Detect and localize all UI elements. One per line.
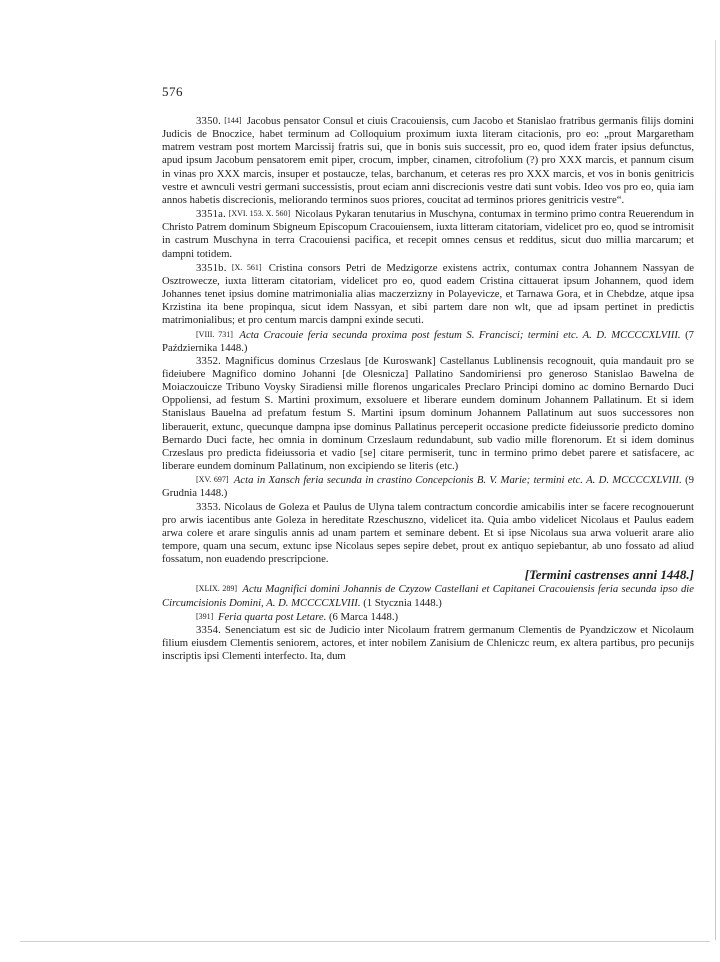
page-edge-right: [715, 40, 716, 940]
note-date: (1 Stycznia 1448.): [363, 596, 442, 609]
entry-text: Magnificus dominus Crzeslaus [de Kuroswank] Castellanus Lublinensis recognouit, quia mandauit pro se fideiubere Magnifico domino Johanni [de Olesnicza] Pallatino Sandomiriensi pro generoso Stanislao Bawelna de Moiaczouicze Tribuno Voysky Siradiensi mille florenos ungaricales Preclaro Principi domino ac domino Bernardo Duci Oppoliensi, ad festum S. Martini proximum, exsoluere et liberare eundem dominum Johannem Pallatinum. Et si idem Stanislaus Bauelna ad prefatum festum S. Martini ipsum dominum Johannem Pallatinum aut suos successores non liberauerit, extunc, quecunque dampna ipse dominus Pallatinus perceperit occasione predicte fideiussorie predicto domino Bernardo Duci facte, hec omnia in dominum Crzeslaum redundabunt, sub vadio mille florenorum. Et si idem dominus Crzeslaus pro predicta fideiussoria et vadio [se] citare permiserit, tunc in termino primo debet parere et satisfacere, ac liberare eundem dominum Pallatinum, non excipiendo se literis (etc.): [162, 354, 694, 473]
note-ref: [391]: [196, 611, 214, 621]
note-text: Actu Magnifici domini Johannis de Czyzow Castellani et Capitanei Cracouiensis feria secunda ipso die Circumcisionis Domini, A. D. MCCCCXLVIII.: [162, 583, 695, 609]
note-date: (6 Marca 1448.): [328, 610, 399, 623]
entry-number: 3353.: [196, 500, 222, 513]
note-date: (9 Grudnia 1448.): [162, 474, 695, 500]
entry-ref: [144]: [224, 116, 242, 125]
entry-text: Nicolaus de Goleza et Paulus de Ulyna talem contractum concordie amicabilis inter se facere recognouerunt pro arwis iacentibus ante Goleza in hereditate Rzeschuszno, videlicet ita. Quia ambo videlicet Nicolaus et Paulus eadem arwa colere et arare singulis annis ad unam partem et seminare debent. Et si ipse Nicolaus sua arwa voluerit arare alio tempore, quam una secum, extunc ipse Nicolaus sepes sepire debet, prout ex antiquo sepiebantur, ab uno fossato ad aliud fossatum, non euadendo prescripcione.: [162, 500, 694, 566]
note-text: Acta Cracouie feria secunda proxima post festum S. Francisci; termini etc. A. D. MCCCCXLVIII.: [239, 328, 681, 341]
note-ref: [XV. 697]: [196, 475, 229, 485]
acta-note-1: [162, 328, 694, 355]
section-heading: [Termini castrenses anni 1448.]: [524, 567, 694, 583]
page-number: 576: [162, 84, 183, 99]
entry-3353: [162, 501, 694, 567]
entry-number: 3352.: [196, 354, 222, 367]
page-edge-bottom: [20, 941, 710, 942]
entry-3351b: [162, 261, 694, 328]
entry-text: Cristina consors Petri de Medzigorze existens actrix, contumax contra Johannem Nassyan de Osztrowecze, iuxta litteram citatoriam, videlicet pro eo, quod eadem Cristina cittauerat ipsum Johannem, quod idem Johannes tenet ipsius domine matrimonialia alias maczerzizny in Polayevicze, et Tarnawa Gora, et in Chebdze, atque ipsa Krzistina ita bene propinqua, sicut idem Nassyan, et sibi partem dare non wlt, que ad ipsam pertinet in predictis matrimonialibus; et pro centum marcis dampni exinde secuti.: [162, 261, 695, 327]
acta-note-3: [162, 582, 694, 609]
entry-3354: [162, 624, 694, 663]
entry-ref: [X. 561]: [231, 262, 262, 272]
note-text: Acta in Xansch feria secunda in crastino Concepcionis B. V. Marie; termini etc. A. D. MCCCCXLVIII.: [233, 474, 682, 487]
entry-number: 3350.: [196, 115, 222, 127]
entry-3352: [162, 355, 694, 473]
entry-text: Nicolaus Pykaran tenutarius in Muschyna, contumax in termino primo contra Reuerendum in Christo Patrem dominum Sbigneum Episcopum Cracouiensem, iuxta litteram citatoriam, videlicet pro eo, quod se intromisit in castrum Muschyna in terra Cracouiensi pacifica, et recepit omnes census et redditus, sicut duo millia marcarum; et dampni totidem.: [162, 208, 694, 260]
note-ref: [XLIX. 289]: [196, 584, 238, 594]
acta-note-4: [162, 610, 694, 624]
note-ref: [VIII. 731]: [196, 329, 233, 339]
text-block: [162, 114, 694, 663]
entry-text: Jacobus pensator Consul et ciuis Cracouiensis, cum Jacobo et Stanislao fratribus germanis filijs domini Judicis de Bnoczice, habet terminum ad Colloquium proximum iuxta literam citacionis, pro eo: „prout Margaretham matrem vestram post mortem Marcissij fratris sui, que in bonis suis successit, pro eo, quod idem frater ipsius defunctus, apud ipsum Jacobum pensatorem emit piper, crocum, impber, cinamen, citrofolium (?) pro XXX marcis, et pannum cisum in vinas pro XXX marcis, insuper et postaucze, telas, barchanum, et ceteras res pro XXX marcis, et vos in bonis genitricis vestre et awnculi vestri germani successistis, prout eciam anni discrecionis vestre dati sunt vobis. Ideo vos pro eo, quia iam annos habetis discrecionis, meliorando terminos suos priores, coucitat ad terminos priores genitricis vestre“.: [162, 115, 694, 206]
entry-3351a: [162, 207, 694, 261]
entry-number: 3351a.: [196, 208, 226, 221]
entry-number: 3351b.: [196, 261, 227, 274]
note-date: (7 Października 1448.): [162, 328, 695, 354]
entry-ref: [XVI. 153. X. 560]: [228, 209, 291, 219]
entry-3350: [162, 114, 694, 207]
entry-number: 3354.: [196, 623, 222, 636]
note-text: Feria quarta post Letare.: [218, 610, 327, 623]
entry-text: Senenciatum est sic de Judicio inter Nicolaum fratrem germanum Clementis de Pyandziczow et Nicolaum filium eiusdem Clementis seniorem, actores, et inter nobilem Zanisium de Chleniczc reum, ex altera partibus, pro pecunijs inscriptis ipsi Clementi interfecto. Ita, dum: [162, 623, 694, 663]
acta-note-2: [162, 473, 694, 500]
